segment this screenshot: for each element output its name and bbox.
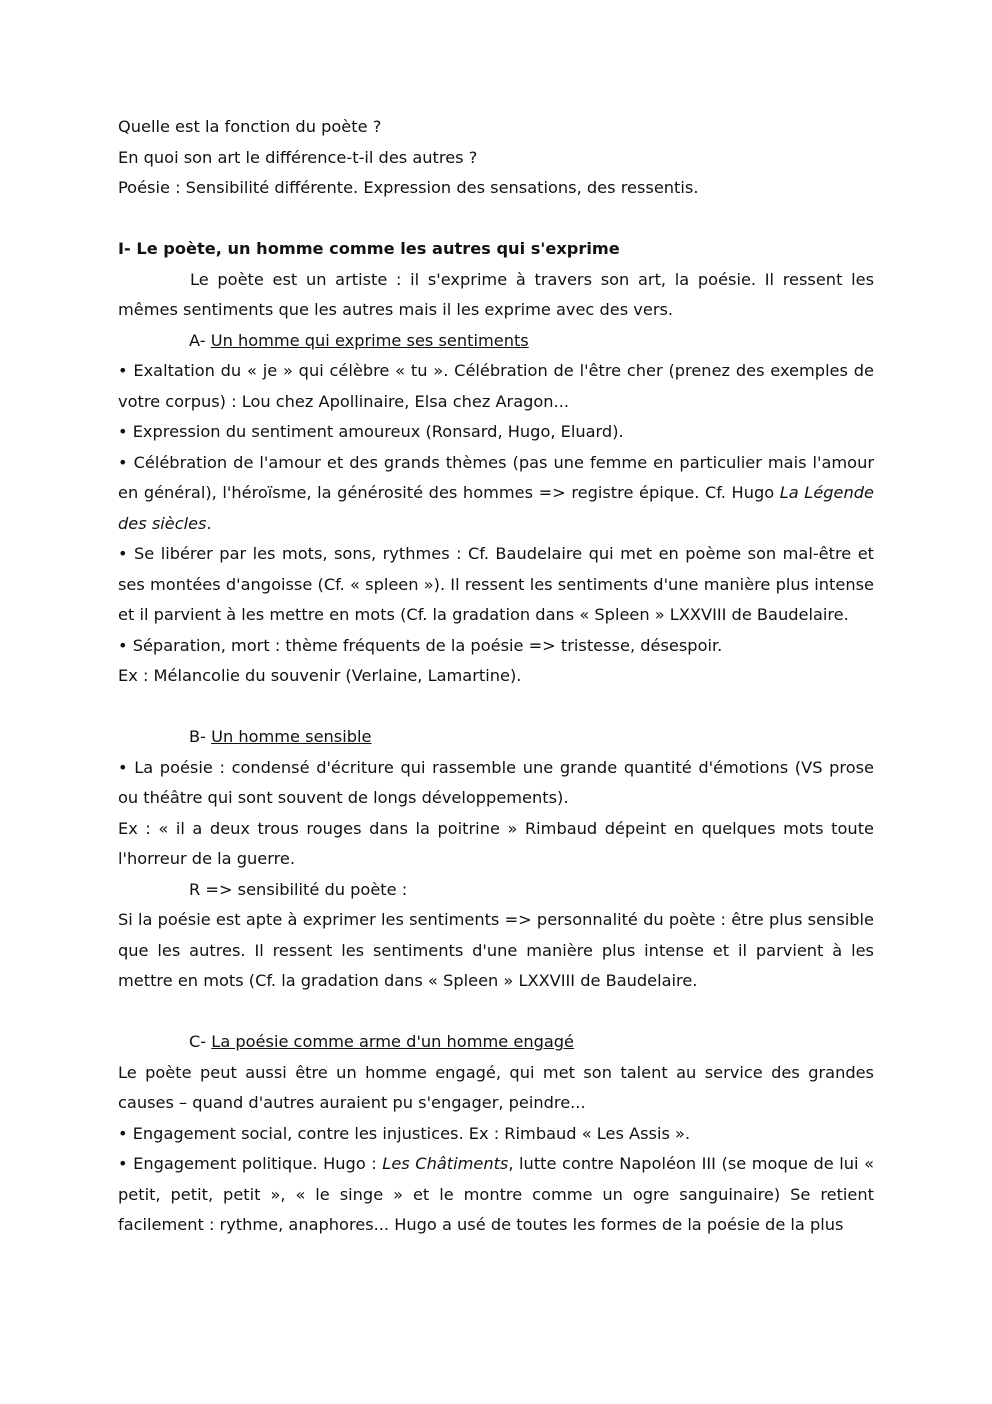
subheading-b <box>118 722 874 753</box>
subheading-a-title: Un homme qui exprime ses sentiments <box>210 330 529 350</box>
bullet-item: • Engagement social, contre les injustices. Ex : Rimbaud « Les Assis ». <box>118 1123 691 1143</box>
intro-question-1: Quelle est la fonction du poète ? <box>118 117 382 136</box>
subheading-b-prefix: B- <box>189 727 212 746</box>
paragraph: Le poète peut aussi être un homme engagé, qui met son talent au service des grandes causes – quand d'autres auraient pu s'engager, peindre... <box>118 1062 874 1112</box>
subheading-c-prefix: C- <box>189 1032 212 1051</box>
bullet-text-end: , lutte contre Napoléon III (se moque de lui « petit, petit, petit », « le singe » et le montre comme un ogre sanguinaire) Se retient facilement : rythme, anaphores... Hugo a usé de toutes les formes de la poésie de la plus <box>118 1154 874 1234</box>
bullet-text: • Engagement politique. Hugo : <box>118 1154 383 1173</box>
bullet-item <box>118 448 874 540</box>
subheading-c <box>118 1027 874 1058</box>
subheading-a-prefix: A- <box>189 330 211 350</box>
bullet-item: • Expression du sentiment amoureux (Ronsard, Hugo, Eluard). <box>118 422 624 441</box>
bullet-item: • Séparation, mort : thème fréquents de la poésie => tristesse, désespoir. <box>118 635 723 655</box>
bullet-item <box>118 1149 874 1241</box>
bullet-item: • Se libérer par les mots, sons, rythmes : Cf. Baudelaire qui met en poème son mal-être et ses montées d'angoisse (Cf. « spleen »). Il ressent les sentiments d'une manière plus intense et il parvient à les mettre en mots (Cf. la gradation dans « Spleen » LXXVIII de Baudelaire. <box>118 544 874 624</box>
bullet-item: • Exaltation du « je » qui célèbre « tu ». Célébration de l'être cher (prenez des exemples de votre corpus) : Lou chez Apollinaire, Elsa chez Aragon... <box>118 361 874 411</box>
subheading-b-title: Un homme sensible <box>211 727 372 746</box>
spacer <box>118 997 874 1028</box>
book-title: Les Châtiments <box>382 1154 509 1173</box>
example-line: Ex : « il a deux trous rouges dans la poitrine » Rimbaud dépeint en quelques mots toute l'horreur de la guerre. <box>118 818 874 868</box>
intro-question-2: En quoi son art le différence-t-il des autres ? <box>118 147 478 167</box>
bullet-text: • Célébration de l'amour et des grands thèmes (pas une femme en particulier mais l'amour en général), l'héroïsme, la générosité des hommes => registre épique. Cf. Hugo <box>118 452 874 502</box>
section-intro-paragraph: Le poète est un artiste : il s'exprime à travers son art, la poésie. Il ressent les mêmes sentiments que les autres mais il les exprime avec des vers. <box>118 269 874 319</box>
intro-definition: Poésie : Sensibilité différente. Expression des sensations, des ressentis. <box>118 178 699 197</box>
subheading-a <box>118 326 874 357</box>
bullet-text-end: . <box>206 513 212 533</box>
spacer <box>118 692 874 723</box>
subheading-c-title: La poésie comme arme d'un homme engagé <box>211 1032 575 1051</box>
section-heading: I- Le poète, un homme comme les autres qui s'exprime <box>118 239 620 258</box>
document-body <box>118 112 874 1241</box>
book-title: La Légende des siècles <box>118 483 875 533</box>
remark-line: R => sensibilité du poète : <box>189 879 408 899</box>
spacer <box>118 204 874 235</box>
bullet-item: • La poésie : condensé d'écriture qui rassemble une grande quantité d'émotions (VS prose ou théâtre qui sont souvent de longs développements). <box>118 757 874 807</box>
paragraph: Si la poésie est apte à exprimer les sentiments => personnalité du poète : être plus sensible que les autres. Il ressent les sentiments d'une manière plus intense et il parvient à les mettre en mots (Cf. la gradation dans « Spleen » LXXVIII de Baudelaire. <box>118 910 874 990</box>
example-line: Ex : Mélancolie du souvenir (Verlaine, Lamartine). <box>118 666 522 685</box>
